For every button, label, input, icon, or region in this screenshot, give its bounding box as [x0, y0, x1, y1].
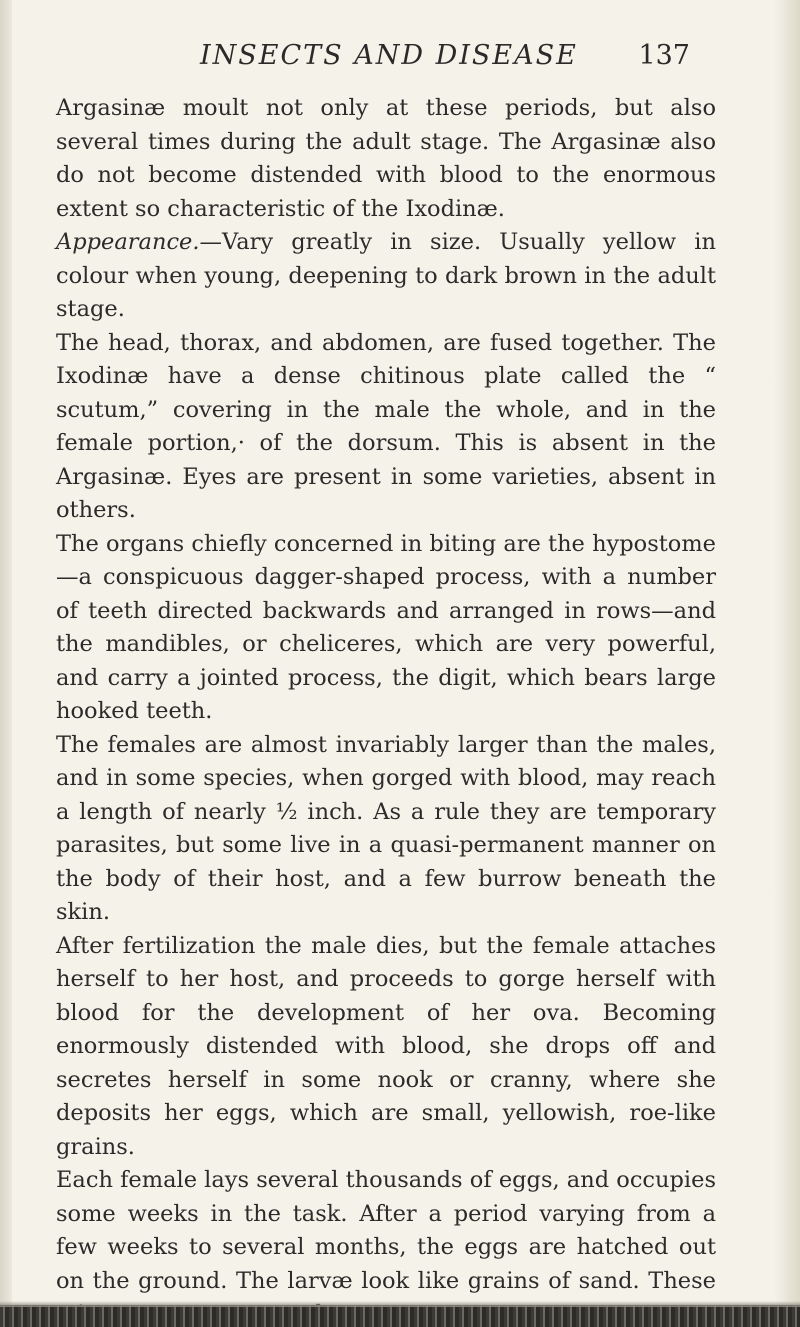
paragraph-text: The organs chiefly concerned in biting are the hypostome—a conspicuous dagger-shaped process, with a number of teeth directed backwards and arranged in rows—and the mandibles, or cheliceres, which are very powerful, and carry a jointed process, the digit, which bears large hooked teeth. [56, 530, 716, 724]
paragraph-1 [56, 92, 716, 226]
page-number: 137 [638, 40, 690, 71]
paragraph-text: After fertilization the male dies, but the female attaches herself to her host, and proceeds to gorge herself with blood for the development of her ova. Becoming enormously distended with blood, she drops off and secretes herself in some nook or cranny, where she deposits her eggs, which are small, yellowish, roe-like grains. [56, 932, 716, 1160]
paragraph-text: Argasinæ moult not only at these periods, but also several times during the adult stage. The Argasinæ also do not become distended with blood to the enormous extent so characteristic of the Ixodinæ. [56, 95, 716, 222]
paragraph-5 [56, 729, 716, 930]
paragraph-text: Each female lays several thousands of eggs, and occupies some weeks in the task. After a period varying from a few weeks to several months, the eggs are hatched out on the ground. The larvæ look like grains of sand. These [56, 1167, 716, 1294]
paragraph-text: The females are almost invariably larger than the males, and in some species, when gorged with blood, may reach a length of nearly ½ inch. As a rule they are temporary parasites, but some live in a quasi-permanent manner on the body of their host, and a few burrow beneath the skin. [56, 731, 716, 925]
paragraph-6 [56, 930, 716, 1165]
paragraph-2 [56, 226, 716, 327]
running-head-title: INSECTS AND DISEASE [200, 40, 578, 71]
paragraph-4 [56, 528, 716, 729]
running-head [200, 40, 690, 80]
paragraph-heading: Appearance. [56, 229, 200, 255]
body-text [56, 92, 716, 1327]
paragraph-text: The head, thorax, and abdomen, are fused together. The Ixodinæ have a dense chitinous plate called the “ scutum,” covering in the male the whole, and in the female portion,· of the dorsum. This is absent in the Argasinæ. Eyes are present in some varieties, absent in others. [56, 329, 716, 523]
page-gutter [0, 0, 12, 1327]
page-edge [774, 0, 800, 1327]
paragraph-text: —Vary greatly in size. Usually yellow in colour when young, deepening to dark brown in the adult stage. [56, 229, 716, 322]
paragraph-3 [56, 327, 716, 528]
scan-edge [0, 1305, 800, 1327]
